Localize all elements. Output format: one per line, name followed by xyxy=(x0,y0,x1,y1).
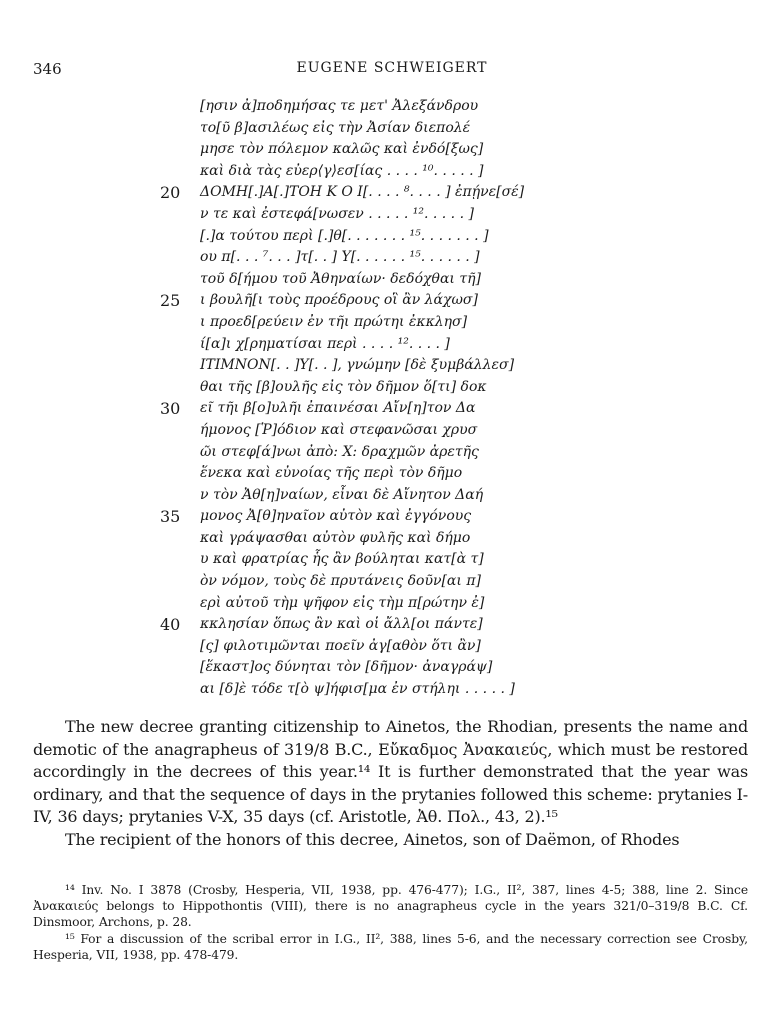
inscription-line xyxy=(160,161,600,183)
line-text: ήμονος [Ῥ]όδιον καὶ στεφανῶσαι χρυσ xyxy=(200,421,478,438)
inscription-line xyxy=(160,182,600,204)
footnote: ¹⁴ Inv. No. I 3878 (Crosby, Hesperia, VII, 1938, pp. 476-477); I.G., II², 387, lines 4-5; 388, line 2. Since Ἀνακαιεύς belongs to Hippothontis (VIII), there is no anagrapheus cycle in the years 321/0–319/8 B.C. Cf. Dinsmoor, Archons, p. 28. xyxy=(33,883,748,930)
line-text: τοῦ δ[ήμου τοῦ Ἀθηναίων· δεδόχθαι τῆ] xyxy=(200,270,481,287)
line-text: [ἕκαστ]ος δύνηται τὸν [δῆμον· ἀναγράψ] xyxy=(200,659,493,676)
inscription-line xyxy=(160,442,600,464)
inscription-line xyxy=(160,657,600,679)
line-number: 35 xyxy=(160,507,181,527)
inscription-line xyxy=(160,528,600,550)
line-text: ί[α]ι χ[ρηματίσαι περὶ . . . . ¹². . . . ] xyxy=(200,335,450,352)
inscription-line xyxy=(160,377,600,399)
inscription-line xyxy=(160,290,600,312)
line-text: ι βουλῆ[ι τοὺς προέδρους οἳ ἂν λάχωσ] xyxy=(200,292,478,309)
line-number: 20 xyxy=(160,183,181,203)
inscription-line xyxy=(160,355,600,377)
inscription-line xyxy=(160,463,600,485)
inscription-line xyxy=(160,269,600,291)
inscription-line xyxy=(160,593,600,615)
inscription-line xyxy=(160,247,600,269)
line-text: ἕνεκα καὶ εὐνοίας τῆς περὶ τὸν δῆμο xyxy=(200,465,463,482)
line-text: θαι τῆς [β]ουλῆς εἰς τὸν δῆμον ὅ[τι] δοκ xyxy=(200,378,487,395)
footnotes xyxy=(33,882,748,963)
line-text: κκλησίαν ὅπως ἂν καὶ οἱ ἄλλ[οι πάντε] xyxy=(200,616,483,633)
line-text: ερὶ αὐτοῦ τὴμ ψῆφον εἰς τὴμ π[ρώτην ἐ] xyxy=(200,594,485,611)
line-text: [ς] φιλοτιμῶνται ποεῖν ἀγ[αθὸν ὅτι ἂν] xyxy=(200,637,481,654)
inscription-line xyxy=(160,204,600,226)
line-text: [ησιν ἀ]ποδημήσας τε μετ' Ἀλεξάνδρου xyxy=(200,98,479,114)
line-text: ν τε καὶ ἐστεφά[νωσεν . . . . . ¹². . . . . ] xyxy=(200,205,474,222)
body-text xyxy=(33,716,748,851)
line-text: ου π[. . . ⁷. . . ]τ[. . ] Υ[. . . . . . ¹⁵. . . . . . ] xyxy=(200,249,480,266)
inscription-line xyxy=(160,226,600,248)
inscription-line xyxy=(160,96,600,118)
inscription-line xyxy=(160,139,600,161)
line-text: αι [δ]ὲ τόδε τ[ὸ ψ]ήφισ[μα ἐν στήληι . . . . . ] xyxy=(200,681,515,698)
footnote: ¹⁵ For a discussion of the scribal error in I.G., II², 388, lines 5-6, and the necessary correction see Crosby, Hesperia, VII, 1938, pp. 478-479. xyxy=(33,931,748,962)
inscription-line xyxy=(160,485,600,507)
inscription-line xyxy=(160,398,600,420)
line-text: ν τὸν Ἀθ[η]ναίων, εἶναι δὲ Αἴνητον Δαή xyxy=(200,486,484,503)
line-number: 30 xyxy=(160,399,181,419)
body-paragraph: The recipient of the honors of this decree, Ainetos, son of Daëmon, of Rhodes xyxy=(65,829,680,849)
line-text: καὶ γράψασθαι αὐτὸν φυλῆς καὶ δήμο xyxy=(200,529,471,546)
inscription-line xyxy=(160,506,600,528)
line-text: ι προεδ[ρεύειν ἐν τῆι πρώτηι ἐκκλησ] xyxy=(200,313,468,330)
inscription-line xyxy=(160,679,600,701)
inscription-line xyxy=(160,636,600,658)
line-text: μησε τὸν πόλεμον καλῶς καὶ ἐνδό[ξως] xyxy=(200,141,484,158)
line-text: [.]α τούτου περὶ [.]θ[. . . . . . . ¹⁵. . . . . . . ] xyxy=(200,227,489,244)
line-text: υ καὶ φρατρίας ἧς ἂν βούληται κατ[ὰ τ] xyxy=(200,551,484,568)
inscription-line xyxy=(160,549,600,571)
inscription-line xyxy=(160,420,600,442)
inscription-line xyxy=(160,118,600,140)
line-text: εῖ τῆι β[ο]υλῆι ἐπαινέσαι Αἴν[η]τον Δα xyxy=(200,400,476,417)
line-text: ΙΤΙΜΝΟΝ[. . ]Υ[. . ], γνώμην [δὲ ξυμβάλλεσ] xyxy=(200,357,515,374)
line-text: ὸν νόμον, τοὺς δὲ πρυτάνεις δοῦν[αι π] xyxy=(200,573,481,590)
inscription-line xyxy=(160,312,600,334)
page-number: 346 xyxy=(33,60,62,78)
body-paragraph: The new decree granting citizenship to Ainetos, the Rhodian, presents the name and demotic of the anagrapheus of 319/8 B.C., Εὔκαδμος Ἀνακαιεύς, which must be restored accordingly in the decrees of this year.¹⁴ It is further demonstrated that the year was ordinary, and that the sequence of days in the prytanies followed this scheme: prytanies I-IV, 36 days; prytanies V-X, 35 days (cf. Aristotle, Ἀθ. Πολ., 43, 2).¹⁵ xyxy=(33,717,748,826)
line-text: μονος Ἀ[θ]ηναῖον αὐτὸν καὶ ἐγγόνους xyxy=(200,508,472,525)
line-text: καὶ διὰ τὰς εὐερ⟨γ⟩εσ[ίας . . . . ¹⁰. . . . . ] xyxy=(200,162,484,179)
line-number: 25 xyxy=(160,291,181,311)
line-text: ΔΟΜΗ[.]Α[.]ΤΟΗ Κ Ο Ι[. . . . ⁸. . . . ] ἐπῄνε[σέ] xyxy=(200,184,525,201)
line-text: ῶι στεφ[ά]νωι ἀπὸ: Χ: δραχμῶν ἀρετῆς xyxy=(200,443,479,460)
inscription-line xyxy=(160,571,600,593)
inscription-line xyxy=(160,334,600,356)
running-head: EUGENE SCHWEIGERT xyxy=(296,60,488,76)
line-number: 40 xyxy=(160,615,181,635)
line-text: το[ῦ β]ασιλέως εἰς τὴν Ἀσίαν διεπολέ xyxy=(200,119,471,136)
inscription-text xyxy=(160,96,600,701)
inscription-line xyxy=(160,614,600,636)
